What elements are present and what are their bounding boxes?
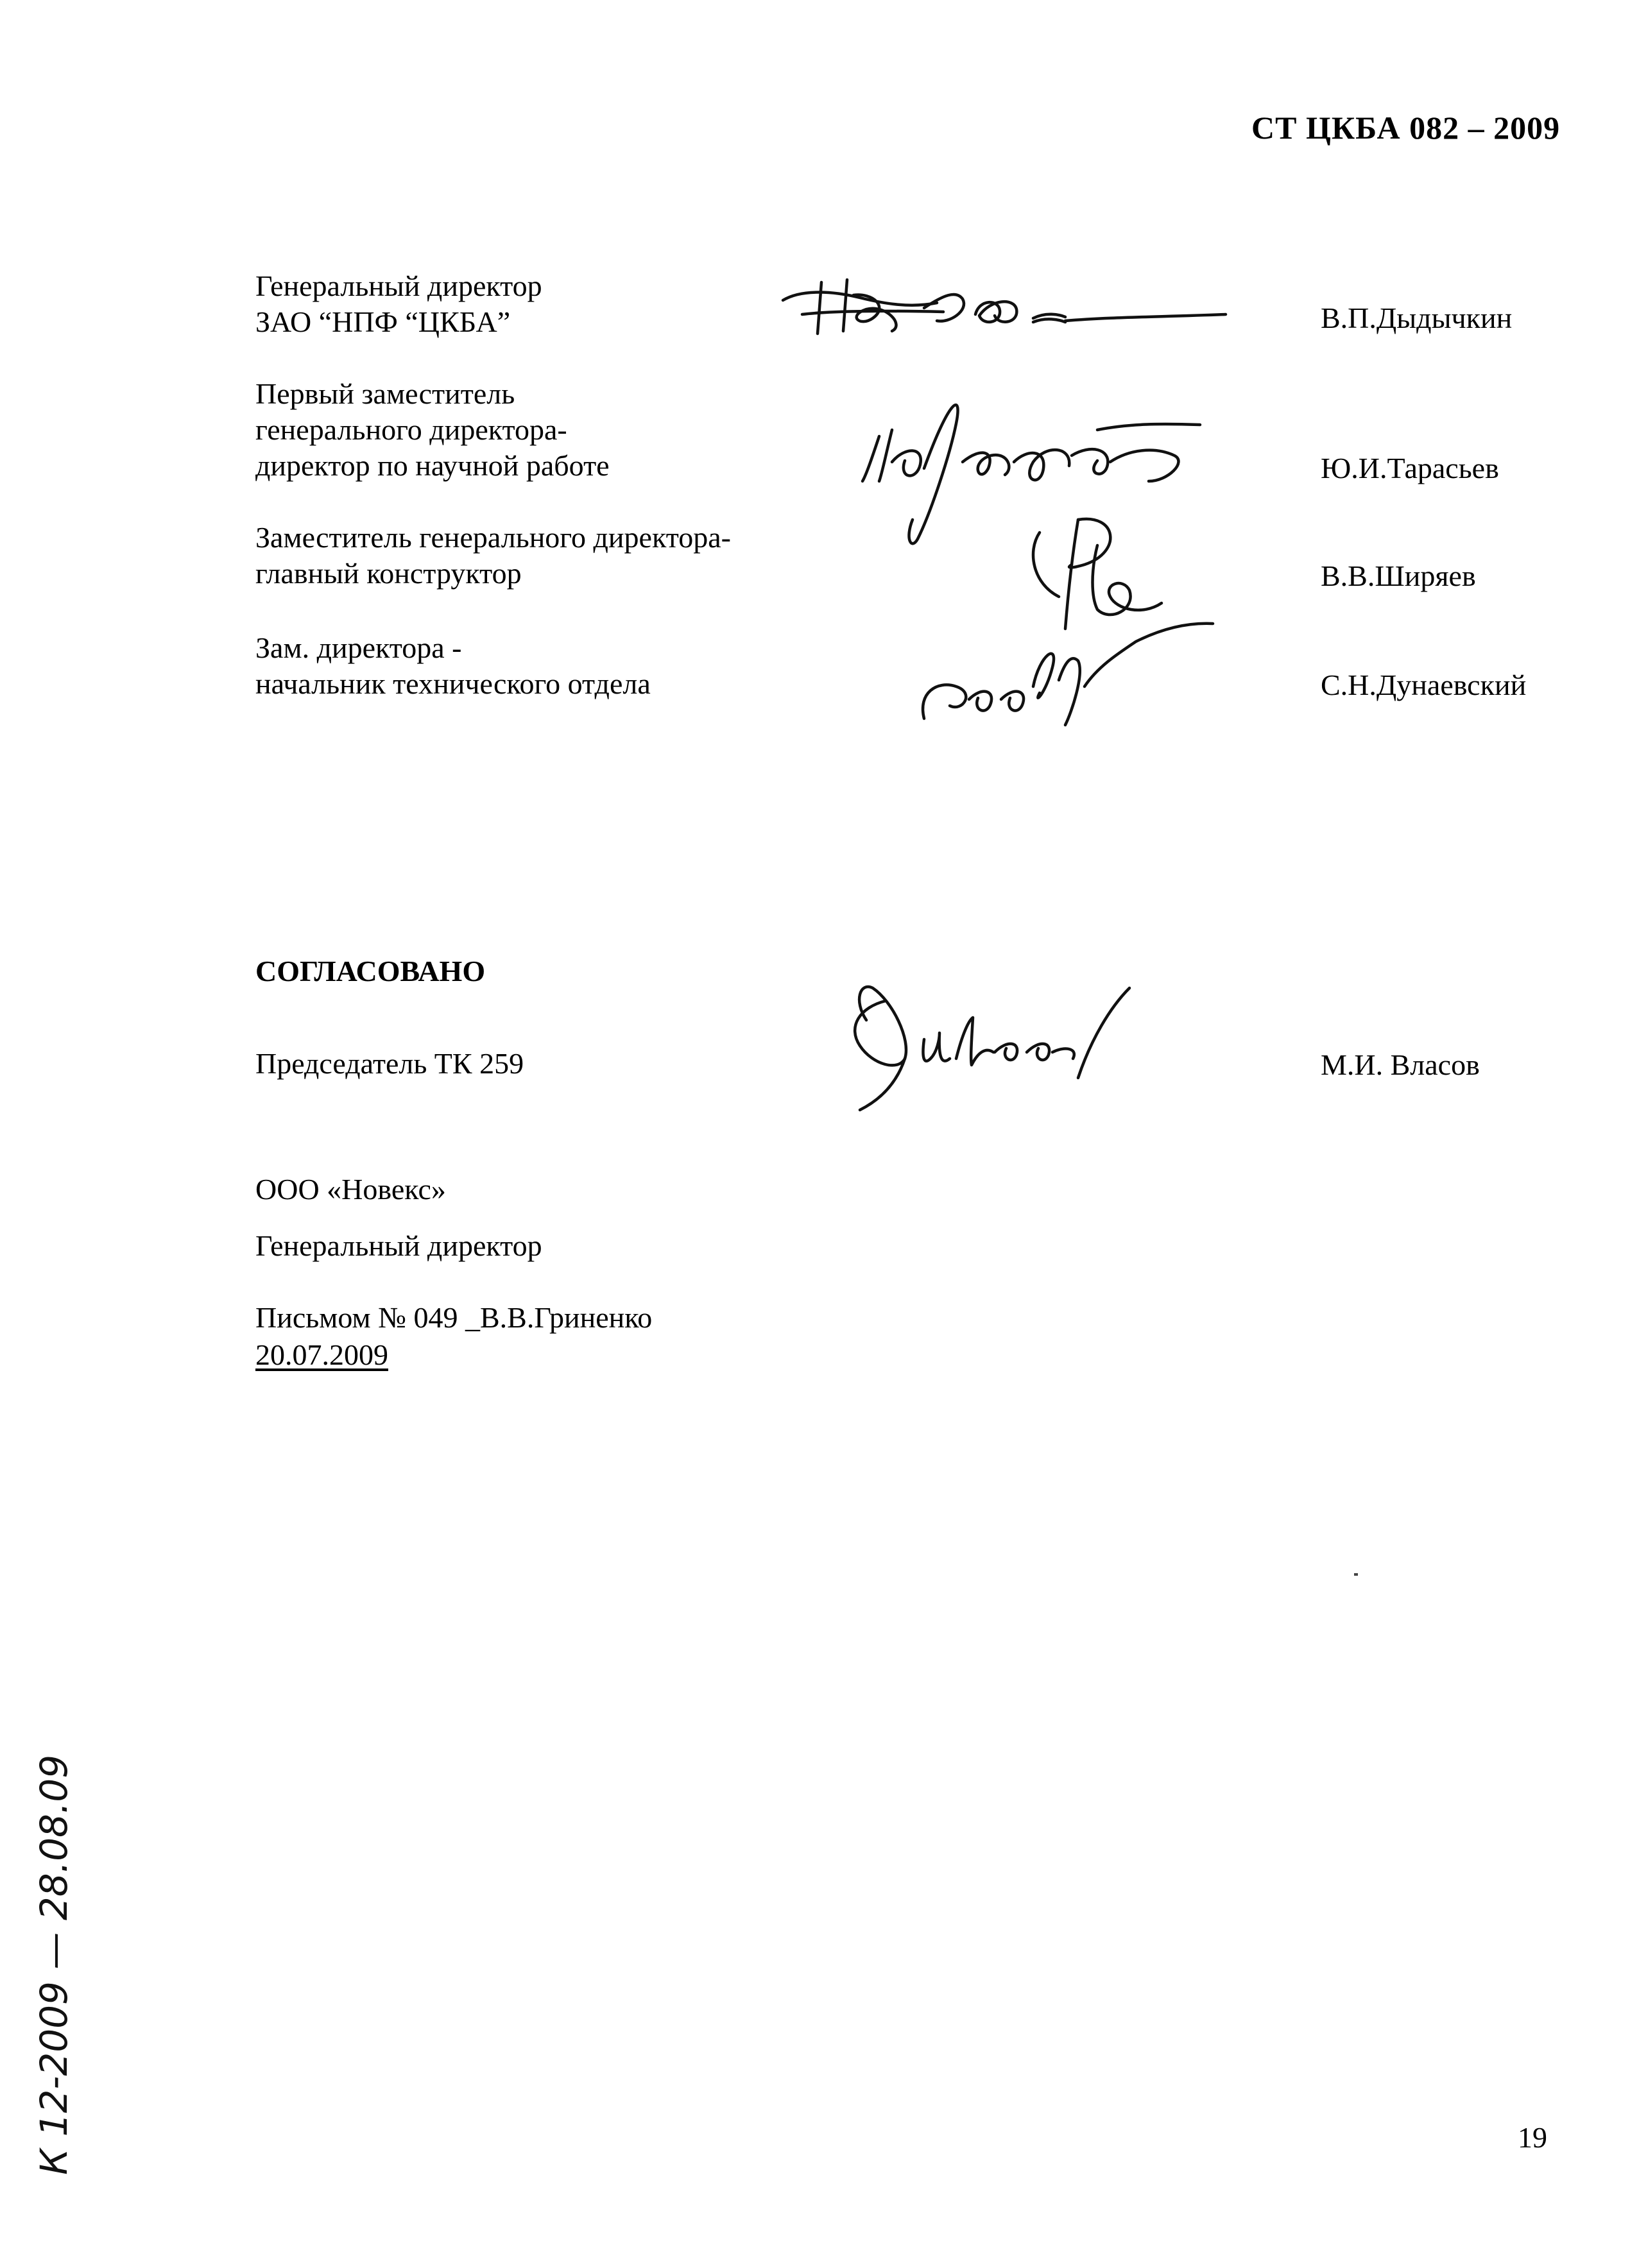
position-line: Первый заместитель — [255, 377, 515, 410]
document-code: СТ ЦКБА 082 – 2009 — [1251, 110, 1561, 146]
signatory-3-position — [255, 520, 731, 592]
org-position: Генеральный директор — [255, 1229, 542, 1262]
signature-vlasov — [834, 962, 1142, 1116]
stray-mark — [1354, 1573, 1358, 1576]
signatory-3-name: В.В.Ширяев — [1321, 559, 1476, 592]
position-line: Заместитель генерального директора- — [255, 521, 731, 554]
position-line: генерального директора- — [255, 413, 567, 446]
letter-line: Письмом № 049 _В.В.Гриненко — [255, 1301, 653, 1334]
position-line: начальник технического отдела — [255, 667, 651, 700]
position-line: главный конструктор — [255, 557, 522, 590]
letter-date: 20.07.2009 — [255, 1338, 388, 1371]
signature-dydychkin — [776, 269, 1239, 346]
org-name: ООО «Новекс» — [255, 1173, 446, 1206]
signatory-2-name: Ю.И.Тарасьев — [1321, 452, 1499, 484]
signatory-1-name: В.П.Дыдычкин — [1321, 302, 1513, 334]
chair-position: Председатель ТК 259 — [255, 1047, 524, 1080]
position-line: директор по научной работе — [255, 449, 610, 482]
signatory-2-position — [255, 376, 610, 484]
page-number: 19 — [1518, 2121, 1547, 2154]
agreed-heading: СОГЛАСОВАНО — [255, 955, 486, 987]
chair-name: М.И. Власов — [1321, 1048, 1480, 1081]
position-line: Генеральный директор — [255, 269, 542, 302]
position-line: Зам. директора - — [255, 631, 462, 664]
signatory-4-name: С.Н.Дунаевский — [1321, 669, 1527, 701]
margin-handwritten-note: К 12-2009 — 28.08.09 — [32, 1754, 76, 2175]
signatory-4-position — [255, 630, 651, 702]
signature-dunaevsky — [911, 616, 1219, 731]
signatory-1-position — [255, 268, 542, 340]
position-line: ЗАО “НПФ “ЦКБА” — [255, 305, 511, 338]
